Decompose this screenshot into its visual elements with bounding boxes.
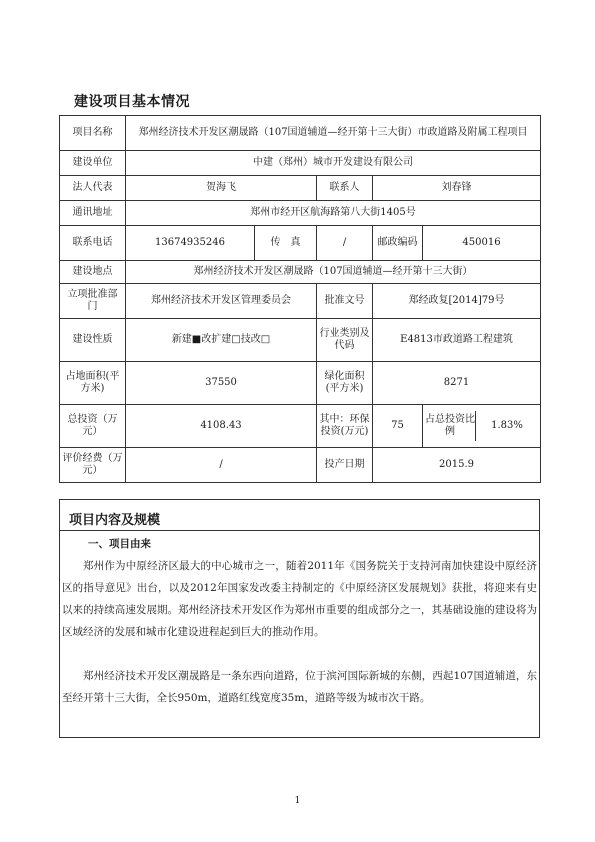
row-builder: [60, 151, 541, 176]
row-area: [60, 362, 541, 405]
nature-value: 新建■改扩建□技改□: [126, 319, 317, 362]
legal-rep-label: 法人代表: [60, 176, 126, 201]
project-name-value: 郑州经济技术开发区潮晟路（107国道辅道—经开第十三大街）市政道路及附属工程项目: [126, 116, 541, 151]
project-name-label: 项目名称: [60, 116, 126, 151]
project-info-table: [59, 115, 541, 483]
phone-label: 联系电话: [60, 226, 126, 261]
legal-rep-value: 贺海飞: [126, 176, 317, 201]
section-divider: [60, 530, 539, 531]
page-heading: 建设项目基本情况: [74, 94, 190, 110]
section-subtitle: 一、项目由来: [88, 538, 151, 550]
approval-dept-value: 郑州经济技术开发区管理委员会: [126, 284, 317, 319]
phone-value: 13674935246: [126, 226, 255, 261]
operation-date-value: 2015.9: [373, 448, 541, 483]
builder-label: 建设单位: [60, 151, 126, 176]
contact-value: 刘春锋: [373, 176, 541, 201]
approval-no-value: 郑经政复[2014]79号: [373, 284, 541, 319]
location-label: 建设地点: [60, 261, 126, 284]
review-fee-label: 评价经费（万元）: [60, 448, 126, 483]
operation-date-label: 投产日期: [317, 448, 373, 483]
ratio-cell: [423, 405, 541, 448]
env-invest-value: 75: [373, 405, 423, 448]
area-label: 占地面积(平方米): [60, 362, 126, 405]
green-label: 绿化面积(平方米): [317, 362, 373, 405]
address-label: 通讯地址: [60, 201, 126, 226]
postcode-label: 邮政编码: [373, 226, 423, 261]
row-investment: [60, 405, 541, 448]
row-nature: [60, 319, 541, 362]
builder-value: 中建（郑州）城市开发建设有限公司: [126, 151, 541, 176]
industry-value: E4813市政道路工程建筑: [373, 319, 541, 362]
page-number: 1: [294, 796, 301, 806]
green-value: 8271: [373, 362, 541, 405]
row-project-name: [60, 116, 541, 151]
approval-no-label: 批准文号: [317, 284, 373, 319]
location-value: 郑州经济技术开发区潮晟路（107国道辅道—经开第十三大街）: [126, 261, 541, 284]
row-approval: [60, 284, 541, 319]
row-review-fee: [60, 448, 541, 483]
row-location: [60, 261, 541, 284]
ratio-value: 1.83%: [491, 420, 523, 431]
approval-dept-label: 立项批准部 门: [60, 284, 126, 319]
row-legal-rep: [60, 176, 541, 201]
area-value: 37550: [126, 362, 317, 405]
env-invest-label: 其中：环保投资(万元): [317, 405, 373, 448]
row-address: [60, 201, 541, 226]
industry-label: 行业类别及代码: [317, 319, 373, 362]
fax-value: /: [317, 226, 373, 261]
investment-value: 4108.43: [126, 405, 317, 448]
fax-label: 传 真: [255, 226, 317, 261]
address-value: 郑州市经开区航海路第八大街1405号: [126, 201, 541, 226]
paragraph-background: 郑州作为中原经济区最大的中心城市之一，随着2011年《国务院关于支持河南加快建设中原经济区的指导意见》出台，以及2012年国家发改委主持制定的《中原经济区发展规划》获批，将迎来有史以来的持续高速发展期。郑州经济技术开发区作为郑州市重要的组成部分之一，其基础设施的建设将为区域经济的发展和城市化建设进程起到巨大的推动作用。: [62, 560, 537, 638]
row-phone: [60, 226, 541, 261]
nature-label: 建设性质: [60, 319, 126, 362]
review-fee-value: /: [126, 448, 317, 483]
paragraph-road-description: 郑州经济技术开发区潮晟路是一条东西向道路，位于滨河国际新城的东侧，西起107国道辅道，东至经开第十三大街，全长950m，道路红线宽度35m，道路等级为城市次干路。: [62, 670, 537, 704]
section-title: 项目内容及规模: [69, 513, 161, 528]
contact-label: 联系人: [317, 176, 373, 201]
postcode-value: 450016: [423, 226, 541, 261]
project-content-section: [59, 499, 540, 738]
ratio-label: 占总投资比例: [425, 411, 476, 441]
investment-label: 总投资（万元）: [60, 405, 126, 448]
